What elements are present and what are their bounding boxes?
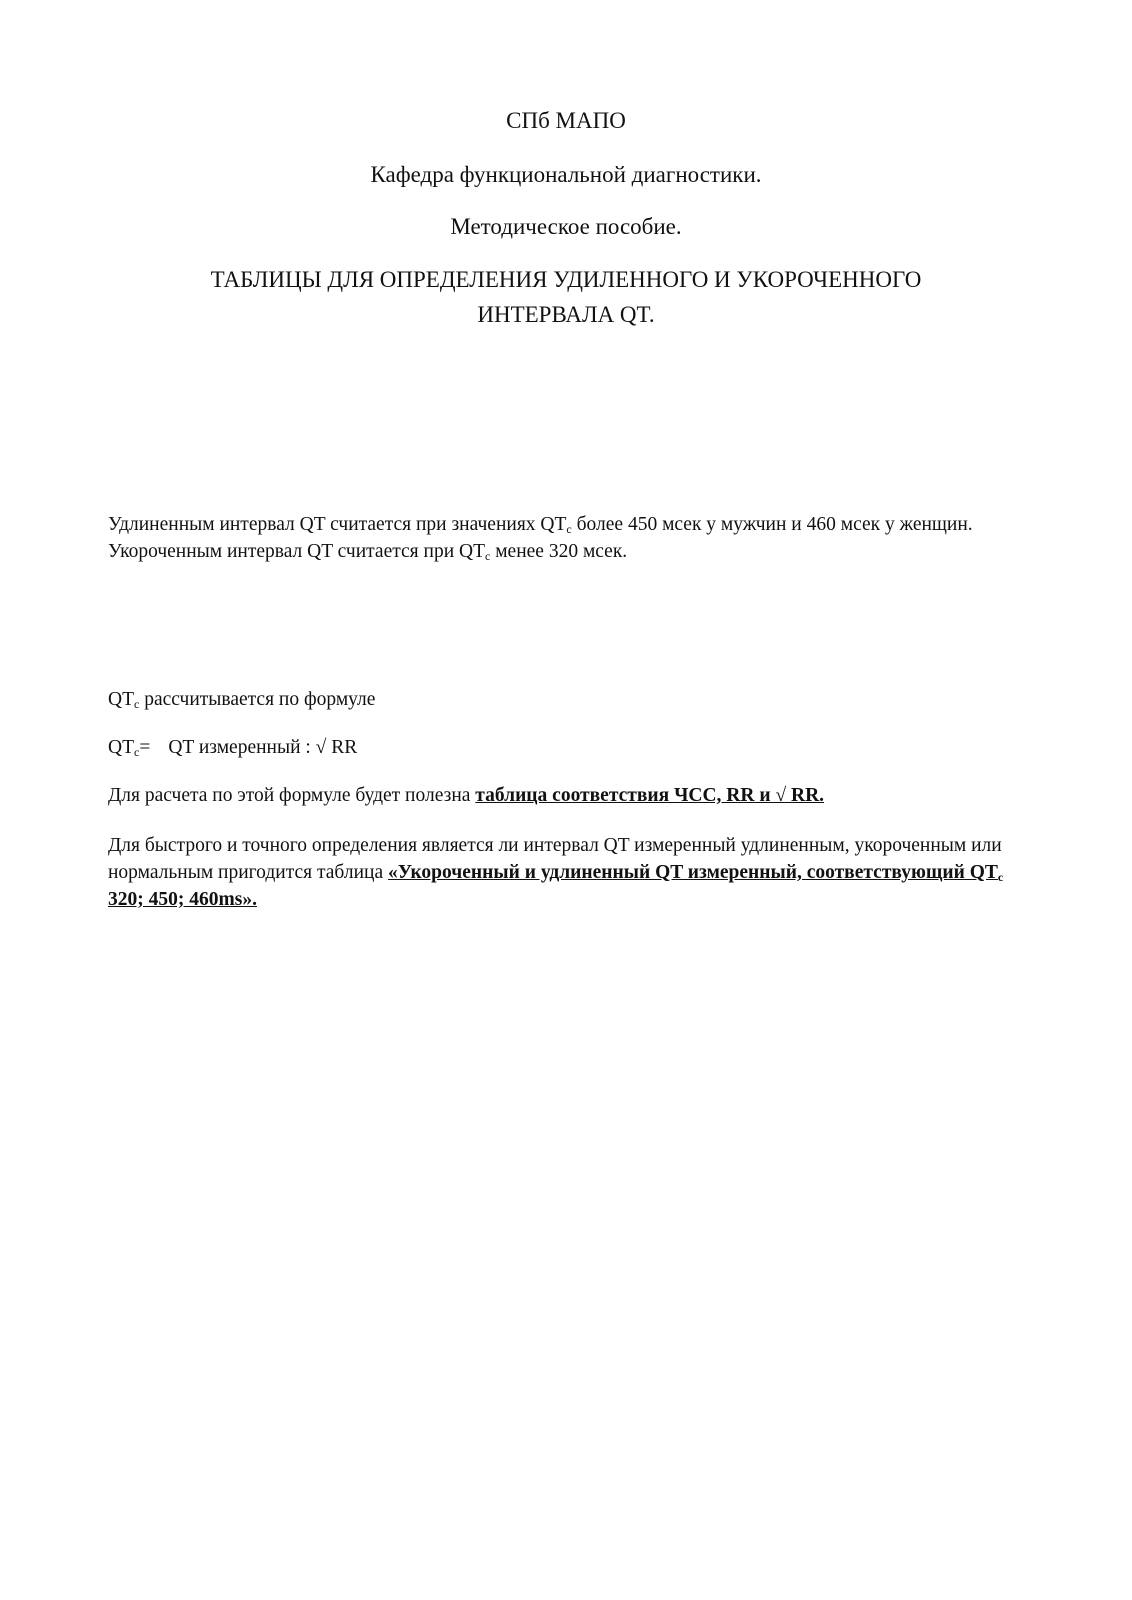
qt-table-link-text[interactable]: «Укороченный и удлиненный QT измеренный, соответствующий QT xyxy=(387,862,998,883)
qt-table-link-values[interactable]: 320; 450; 460ms». xyxy=(108,889,257,910)
definition-paragraph xyxy=(108,511,1038,565)
qtc-subscript: c xyxy=(134,697,140,711)
formula-equation xyxy=(108,734,1038,761)
rr-table-paragraph xyxy=(108,782,1038,809)
institution-heading: СПб МАПО xyxy=(506,108,626,133)
definition-text-2: более 450 мсек у мужчин и 460 мсек у женщин. Укороченным интервал QT считается при QT xyxy=(108,514,973,562)
doc-type-heading: Методическое пособие. xyxy=(450,214,682,239)
department-heading: Кафедра функциональной диагностики. xyxy=(370,162,762,187)
formula-qt: QT xyxy=(108,737,134,758)
rr-table-text: Для расчета по этой формуле будет полезна xyxy=(108,785,476,806)
title-line-1: ТАБЛИЦЫ ДЛЯ ОПРЕДЕЛЕНИЯ УДИЛЕННОГО И УКОРОЧЕННОГО xyxy=(210,267,922,292)
definition-text-3: менее 320 мсек. xyxy=(490,541,628,562)
rr-table-link[interactable]: таблица соответствия ЧСС, RR и √ RR. xyxy=(475,785,825,806)
formula-expression: QT измеренный : √ RR xyxy=(168,737,358,758)
qtc-subscript: c xyxy=(485,549,491,563)
title-line-2: ИНТЕРВАЛА QT. xyxy=(477,302,655,327)
qtc-subscript: c xyxy=(997,870,1004,884)
qtc-subscript: c xyxy=(566,522,572,536)
formula-equals: = xyxy=(139,737,151,758)
formula-intro-text: рассчитывается по формуле xyxy=(139,689,376,710)
qt-table-paragraph xyxy=(108,832,1038,913)
qtc-subscript: c xyxy=(134,745,140,759)
definition-text-1: Удлиненным интервал QT считается при значениях QT xyxy=(108,514,567,535)
formula-intro-qt: QT xyxy=(108,689,134,710)
qt-table-text: Для быстрого и точного определения является ли интервал QT измеренный удлиненным, укороченным или нормальным пригодится таблица xyxy=(108,835,1002,883)
formula-intro xyxy=(108,686,1038,713)
